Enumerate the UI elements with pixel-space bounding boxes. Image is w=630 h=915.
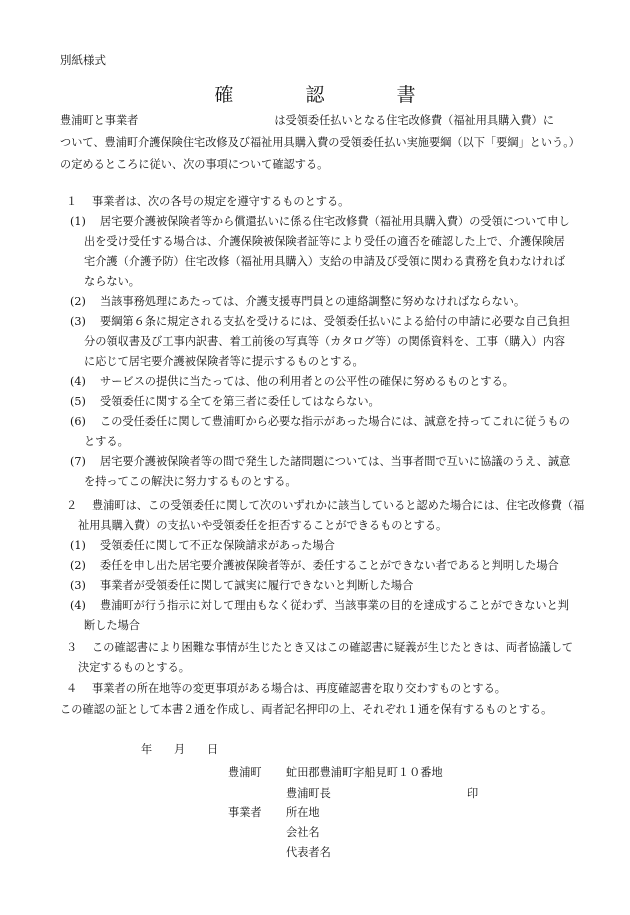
item-number: (7) — [70, 455, 86, 468]
list-item — [60, 412, 580, 452]
section-heading — [60, 496, 585, 536]
item-number: (2) — [70, 559, 86, 572]
item-text: サービスの提供に当たっては、他の利用者との公平性の確保に努めるものとする。 — [100, 375, 514, 388]
closing-text: この確認の証として本書２通を作成し、両者記名押印の上、それぞれ１通を保有するものとする。 — [60, 703, 553, 716]
item-number: (3) — [70, 579, 86, 592]
item-text: 事業者が受領委任に関して誠実に履行できないと判断した場合 — [100, 579, 414, 592]
item-text: とする。 — [84, 435, 129, 448]
town-address: 虻田郡豊浦町字船見町１０番地 — [286, 766, 443, 779]
list-item — [60, 392, 580, 412]
section-heading — [60, 192, 580, 212]
list-item — [60, 372, 580, 392]
list-item — [60, 536, 580, 556]
item-text: を持ってこの解決に努力するものとする。 — [84, 475, 297, 488]
intro-line: ついて、豊浦町介護保険住宅改修及び福祉用具購入費の受領委任払い実施要綱（以下「要綱」という。） — [60, 136, 580, 149]
title-char: 認 — [305, 84, 325, 106]
closing-statement — [60, 700, 580, 720]
item-number: (1) — [70, 215, 86, 228]
intro-line — [60, 110, 578, 132]
town-mayor: 豊浦町長 — [286, 787, 331, 800]
date-day: 日 — [207, 743, 219, 756]
item-number: (2) — [70, 295, 86, 308]
section-text: 豊浦町は、この受領委任に関して次のいずれかに該当していると認めた場合には、住宅改修費（福 — [92, 499, 585, 512]
date-year: 年 — [141, 743, 153, 756]
section-2-items — [60, 536, 580, 636]
item-text: 断した場合 — [84, 619, 140, 632]
section-number: ４ — [66, 682, 78, 695]
date-month: 月 — [174, 743, 186, 756]
item-number: (1) — [70, 539, 86, 552]
item-text: ならない。 — [84, 275, 140, 288]
item-text: 宅介護（介護予防）住宅改修（福祉用具購入）支給の申請及び受領に関わる責務を負わなければ — [84, 255, 566, 268]
item-text: 豊浦町が行う指示に対して理由もなく従わず、当該事業の目的を達成することができないと判 — [100, 599, 569, 612]
title-char: 確 — [214, 84, 234, 106]
intro-paragraph — [60, 110, 578, 176]
item-text: 居宅要介護被保険者等の間で発生した諸問題については、当事者間で互いに協議のうえ、誠意 — [100, 455, 571, 468]
section-1 — [60, 192, 580, 492]
section-number: ３ — [66, 641, 78, 654]
business-address-label: 所在地 — [286, 806, 320, 819]
list-item — [60, 212, 580, 292]
item-text: 要綱第６条に規定される支払を受けるには、受領委任払いによる給付の申請に必要な自己負担 — [100, 315, 570, 328]
section-text: 祉用具購入費）の支払いや受領委任を拒否することができるものとする。 — [78, 519, 448, 532]
intro-text: 豊浦町と事業者 — [60, 114, 139, 127]
section-text: 決定するものとする。 — [78, 661, 190, 674]
item-number: (4) — [70, 599, 86, 612]
section-number: １ — [66, 195, 78, 208]
item-text: 居宅要介護被保険者等から償還払いに係る住宅改修費（福祉用具購入費）の受領について申し — [100, 215, 570, 228]
document-title — [0, 80, 630, 107]
item-text: 出を受け受任する場合は、介護保険被保険者証等により受任の適否を確認した上で、介護保険居 — [84, 235, 565, 248]
item-text: 受領委任に関する全てを第三者に委任してはならない。 — [100, 395, 380, 408]
section-2 — [60, 496, 585, 636]
town-label: 豊浦町 — [228, 766, 262, 779]
section-heading — [60, 679, 580, 699]
section-text: この確認書により困難な事情が生じたとき又はこの確認書に疑義が生じたときは、両者協議して — [92, 641, 574, 654]
list-item — [60, 452, 580, 492]
item-text: 委任を申し出た居宅要介護被保険者等が、委任することができない者であると判明した場合 — [100, 559, 559, 572]
form-label: 別紙様式 — [60, 53, 106, 67]
section-1-items — [60, 212, 580, 492]
section-heading — [60, 638, 580, 678]
list-item — [60, 312, 580, 372]
item-number: (5) — [70, 395, 86, 408]
item-text: 当該事務処理にあたっては、介護支援専門員との連絡調整に努めなければならない。 — [100, 295, 526, 308]
business-company-label: 会社名 — [286, 826, 320, 839]
title-char: 書 — [396, 84, 416, 106]
intro-line: の定めるところに従い、次の事項について確認する。 — [60, 158, 329, 171]
list-item — [60, 596, 580, 636]
item-text: 分の領収書及び工事内訳書、着工前後の写真等（カタログ等）の関係資料を、工事（購入）内容 — [84, 335, 566, 348]
business-rep-label: 代表者名 — [286, 846, 331, 859]
seal-mark: 印 — [467, 787, 479, 800]
item-text: この受任委任に関して豊浦町から必要な指示があった場合には、誠意を持ってこれに従うもの — [100, 415, 570, 428]
item-number: (4) — [70, 375, 86, 388]
item-text: に応じて居宅要介護被保険者等に提示するものとする。 — [84, 355, 364, 368]
item-text: 受領委任に関して不正な保険請求があった場合 — [100, 539, 335, 552]
section-text: 事業者の所在地等の変更事項がある場合は、再度確認書を取り交わすものとする。 — [92, 682, 506, 695]
intro-text: は受領委任払いとなる住宅改修費（福祉用具購入費）に — [274, 114, 555, 127]
business-label: 事業者 — [228, 806, 262, 819]
section-number: ２ — [66, 499, 78, 512]
list-item — [60, 556, 580, 576]
list-item — [60, 292, 580, 312]
item-number: (3) — [70, 315, 86, 328]
section-text: 事業者は、次の各号の規定を遵守するものとする。 — [92, 195, 350, 208]
section-3 — [60, 638, 580, 678]
list-item — [60, 576, 580, 596]
item-number: (6) — [70, 415, 86, 428]
section-4 — [60, 679, 580, 699]
